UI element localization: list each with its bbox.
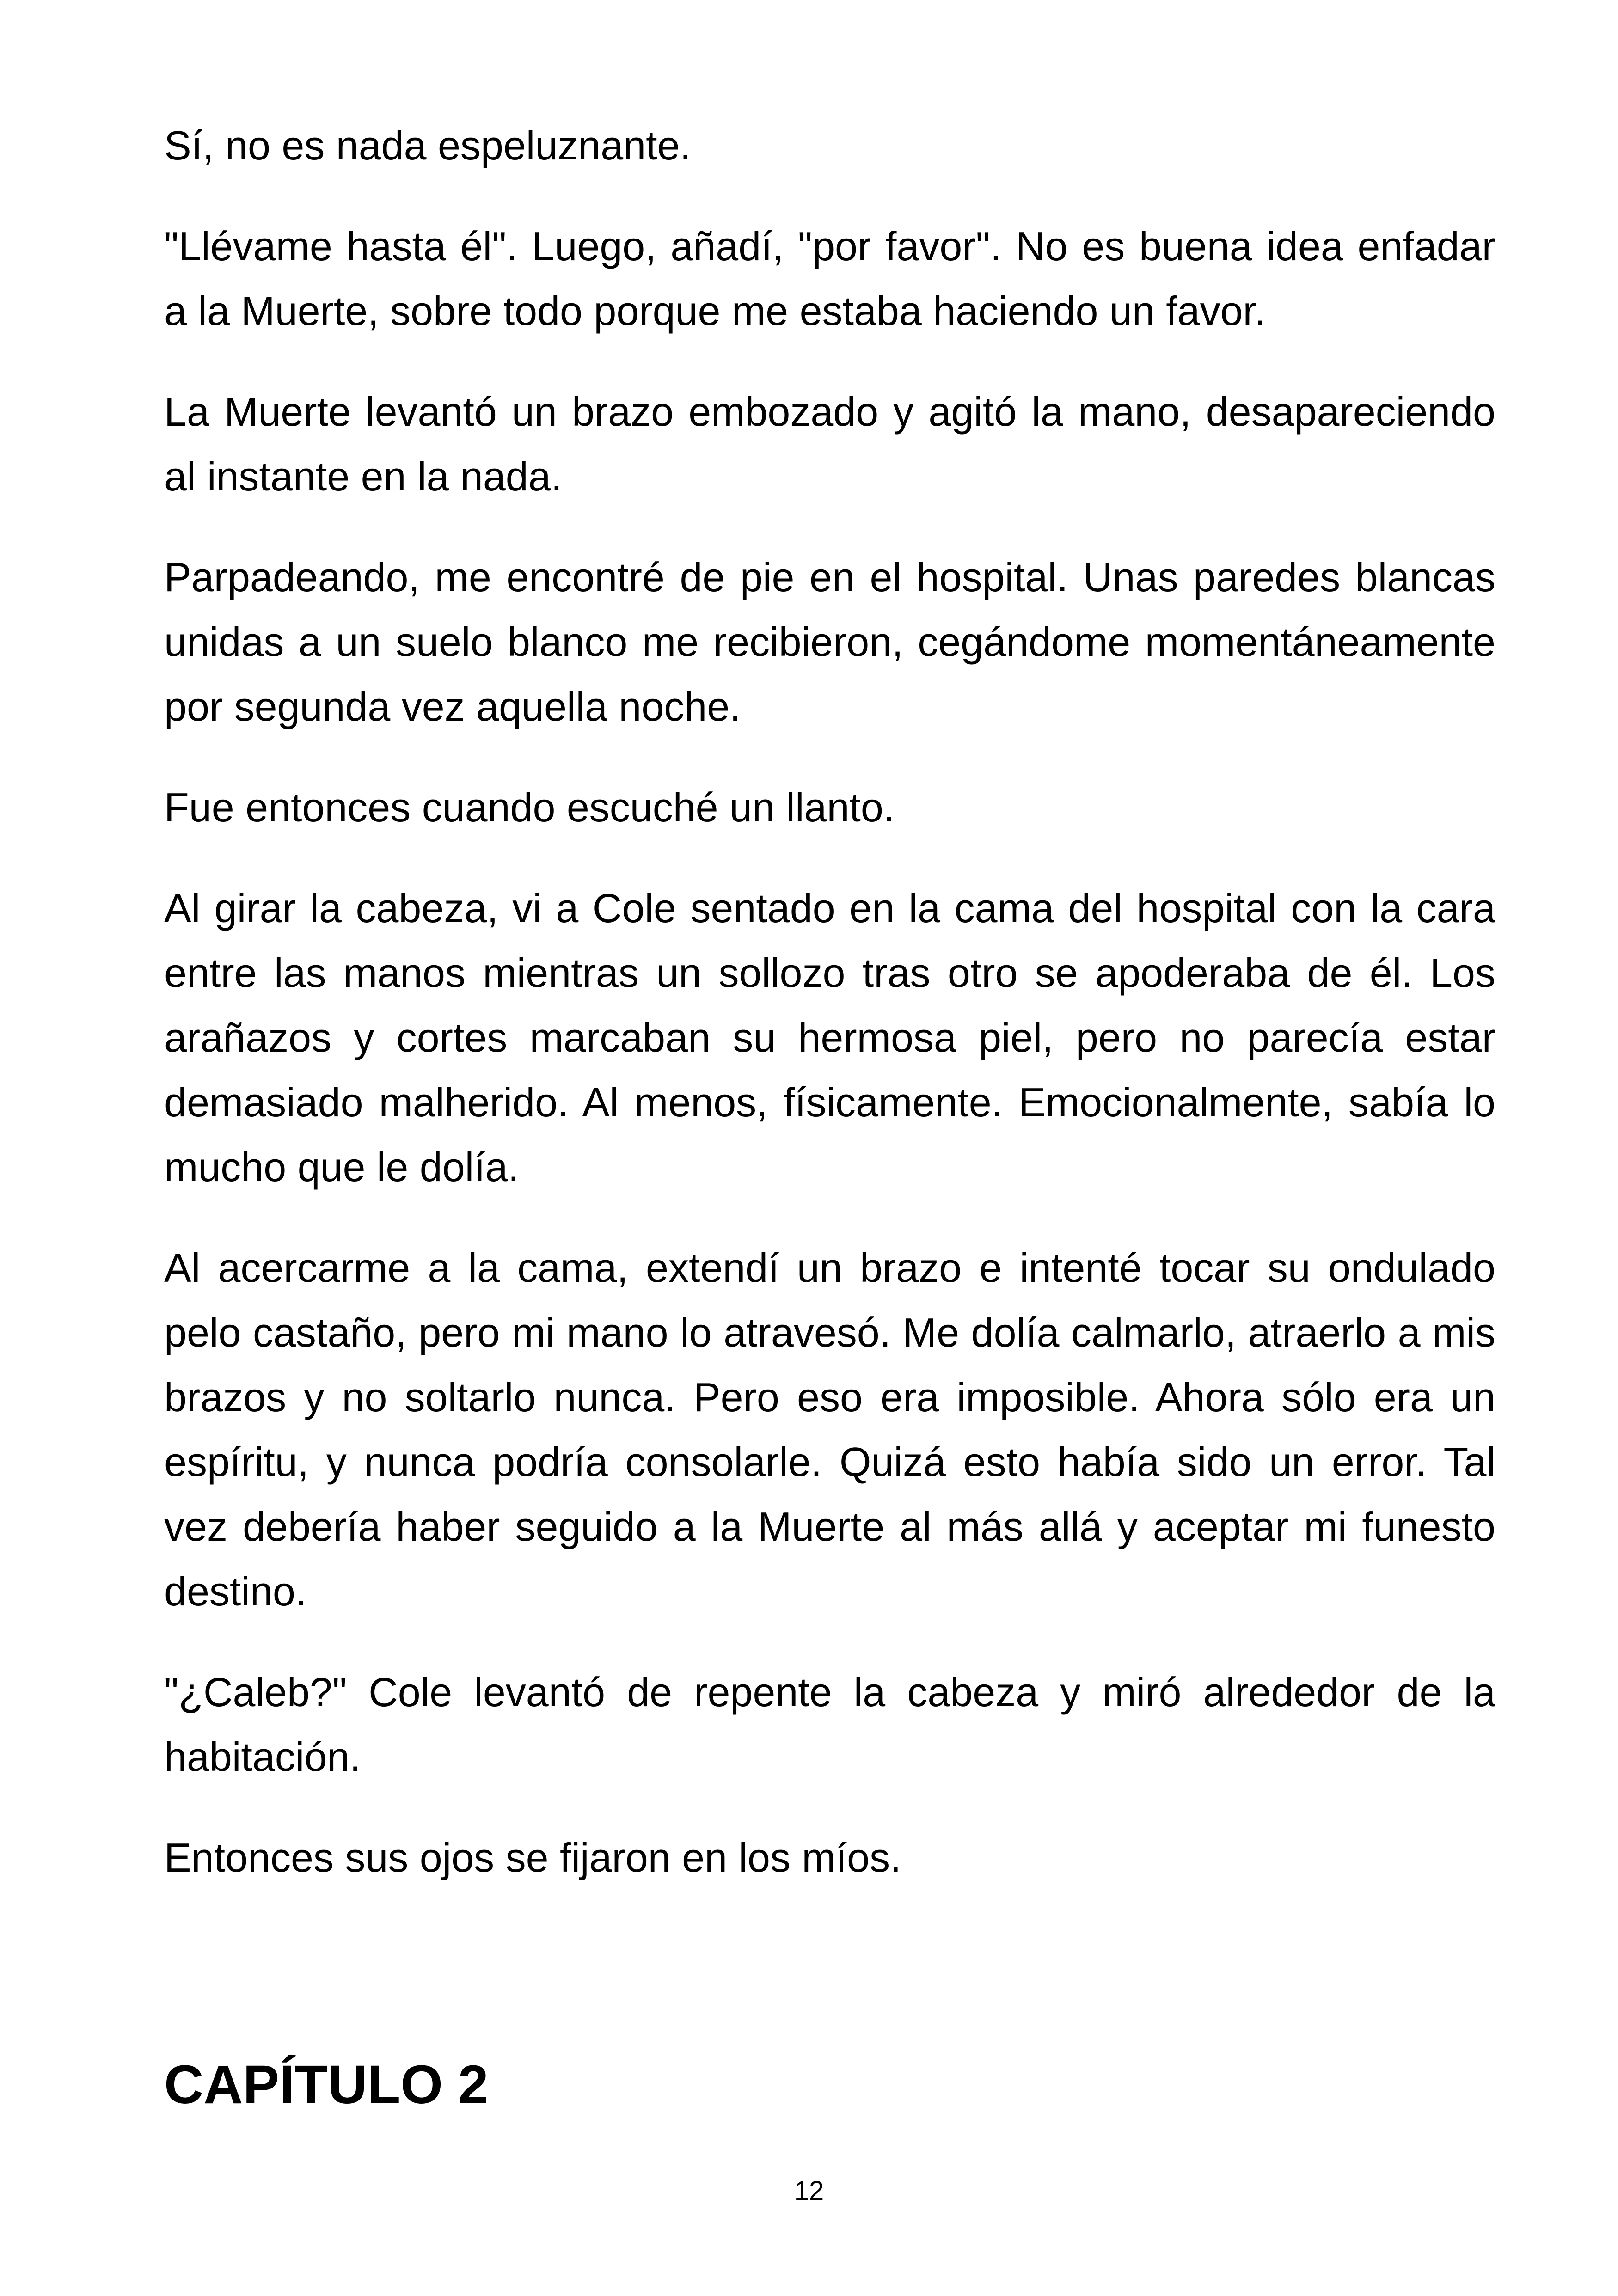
paragraph: Al girar la cabeza, vi a Cole sentado en la cama del hospital con la cara entre las manos mientras un sollozo tras otro se apoderaba de él. Los arañazos y cortes marcaban su hermosa piel, pero no parecía estar demasiado malherido. Al menos, físicamente. Emocionalmente, sabía lo mucho que le dolía. [164, 885, 1495, 1190]
paragraph: Parpadeando, me encontré de pie en el hospital. Unas paredes blancas unidas a un suelo blanco me recibieron, cegándome momentáneamente por segunda vez aquella noche. [164, 554, 1495, 729]
chapter-heading: CAPÍTULO 2 [164, 2054, 489, 2115]
paragraph: "Llévame hasta él". Luego, añadí, "por favor". No es buena idea enfadar a la Muerte, sobre todo porque me estaba haciendo un favor. [164, 223, 1495, 334]
paragraph: Sí, no es nada espeluznante. [164, 122, 691, 168]
paragraph: La Muerte levantó un brazo embozado y agitó la mano, desapareciendo al instante en la nada. [164, 389, 1495, 499]
paragraph: Fue entonces cuando escuché un llanto. [164, 784, 895, 830]
paragraph: Al acercarme a la cama, extendí un brazo e intenté tocar su ondulado pelo castaño, pero mi mano lo atravesó. Me dolía calmarlo, atraerlo a mis brazos y no soltarlo nunca. Pero eso era imposible. Ahora sólo era un espíritu, y nunca podría consolarle. Quizá esto había sido un error. Tal vez debería haber seguido a la Muerte al más allá y aceptar mi funesto destino. [164, 1245, 1495, 1614]
body-text [164, 113, 1495, 1926]
paragraph: Entonces sus ojos se fijaron en los míos. [164, 1835, 901, 1880]
page-number: 12 [794, 2176, 824, 2206]
paragraph: "¿Caleb?" Cole levantó de repente la cabeza y miró alrededor de la habitación. [164, 1669, 1495, 1780]
